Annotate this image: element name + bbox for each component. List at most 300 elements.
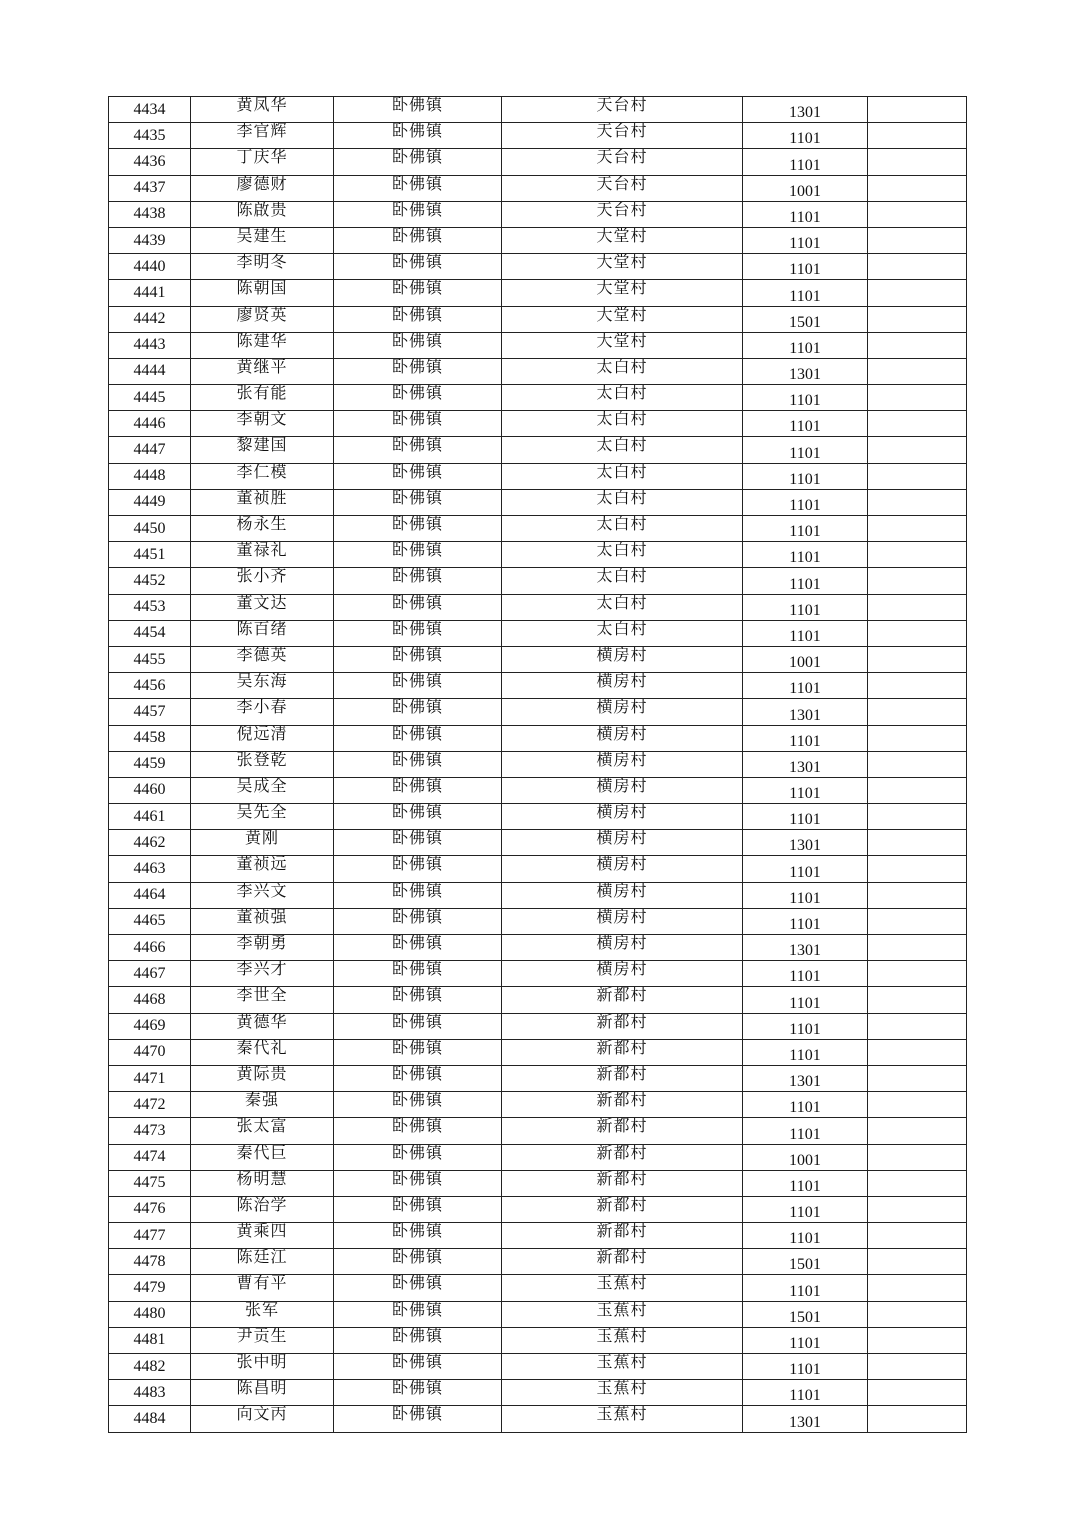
amount-value: 1101 xyxy=(743,620,868,646)
town-name: 卧佛镇 xyxy=(334,358,502,384)
village-name: 太白村 xyxy=(502,437,743,463)
amount-value: 1101 xyxy=(743,725,868,751)
town-name: 卧佛镇 xyxy=(334,1196,502,1222)
town-name: 卧佛镇 xyxy=(334,411,502,437)
person-name: 李德英 xyxy=(191,646,334,672)
town-name: 卧佛镇 xyxy=(334,594,502,620)
table-row xyxy=(109,332,967,358)
table-row xyxy=(109,385,967,411)
row-number: 4440 xyxy=(109,254,191,280)
amount-value: 1501 xyxy=(743,306,868,332)
table-row xyxy=(109,804,967,830)
person-name: 陈廷江 xyxy=(191,1249,334,1275)
person-name: 尹贡生 xyxy=(191,1327,334,1353)
note-cell xyxy=(868,1065,967,1091)
row-number: 4463 xyxy=(109,856,191,882)
row-number: 4455 xyxy=(109,646,191,672)
amount-value: 1101 xyxy=(743,437,868,463)
row-number: 4482 xyxy=(109,1354,191,1380)
village-name: 天台村 xyxy=(502,97,743,123)
village-name: 大堂村 xyxy=(502,227,743,253)
town-name: 卧佛镇 xyxy=(334,725,502,751)
note-cell xyxy=(868,935,967,961)
village-name: 新都村 xyxy=(502,1065,743,1091)
table-row xyxy=(109,1092,967,1118)
person-name: 张登乾 xyxy=(191,751,334,777)
village-name: 玉蕉村 xyxy=(502,1275,743,1301)
person-name: 廖德财 xyxy=(191,175,334,201)
person-name: 李朝勇 xyxy=(191,935,334,961)
village-name: 玉蕉村 xyxy=(502,1327,743,1353)
table-row xyxy=(109,987,967,1013)
table-row xyxy=(109,1406,967,1432)
amount-value: 1101 xyxy=(743,516,868,542)
person-name: 陈建华 xyxy=(191,332,334,358)
table-row xyxy=(109,280,967,306)
person-name: 董祯胜 xyxy=(191,489,334,515)
amount-value: 1101 xyxy=(743,489,868,515)
town-name: 卧佛镇 xyxy=(334,620,502,646)
amount-value: 1101 xyxy=(743,254,868,280)
table-row xyxy=(109,227,967,253)
row-number: 4460 xyxy=(109,777,191,803)
town-name: 卧佛镇 xyxy=(334,175,502,201)
table-row xyxy=(109,882,967,908)
village-name: 玉蕉村 xyxy=(502,1406,743,1432)
note-cell xyxy=(868,306,967,332)
person-name: 黄乘四 xyxy=(191,1223,334,1249)
row-number: 4443 xyxy=(109,332,191,358)
note-cell xyxy=(868,516,967,542)
village-name: 新都村 xyxy=(502,1223,743,1249)
row-number: 4477 xyxy=(109,1223,191,1249)
note-cell xyxy=(868,97,967,123)
note-cell xyxy=(868,175,967,201)
row-number: 4456 xyxy=(109,673,191,699)
table-row xyxy=(109,516,967,542)
row-number: 4466 xyxy=(109,935,191,961)
amount-value: 1101 xyxy=(743,227,868,253)
amount-value: 1301 xyxy=(743,830,868,856)
note-cell xyxy=(868,1380,967,1406)
table-row xyxy=(109,935,967,961)
amount-value: 1101 xyxy=(743,1039,868,1065)
amount-value: 1101 xyxy=(743,777,868,803)
table-row xyxy=(109,725,967,751)
town-name: 卧佛镇 xyxy=(334,777,502,803)
row-number: 4447 xyxy=(109,437,191,463)
row-number: 4434 xyxy=(109,97,191,123)
village-name: 横房村 xyxy=(502,673,743,699)
note-cell xyxy=(868,489,967,515)
amount-value: 1101 xyxy=(743,411,868,437)
table-row xyxy=(109,1196,967,1222)
note-cell xyxy=(868,1275,967,1301)
person-name: 黄刚 xyxy=(191,830,334,856)
town-name: 卧佛镇 xyxy=(334,882,502,908)
town-name: 卧佛镇 xyxy=(334,385,502,411)
person-name: 陈治学 xyxy=(191,1196,334,1222)
note-cell xyxy=(868,385,967,411)
row-number: 4454 xyxy=(109,620,191,646)
note-cell xyxy=(868,227,967,253)
row-number: 4461 xyxy=(109,804,191,830)
village-name: 新都村 xyxy=(502,1118,743,1144)
table-row xyxy=(109,646,967,672)
note-cell xyxy=(868,856,967,882)
table-row xyxy=(109,489,967,515)
village-name: 玉蕉村 xyxy=(502,1301,743,1327)
town-name: 卧佛镇 xyxy=(334,332,502,358)
town-name: 卧佛镇 xyxy=(334,1249,502,1275)
person-name: 丁庆华 xyxy=(191,149,334,175)
person-name: 李兴文 xyxy=(191,882,334,908)
row-number: 4441 xyxy=(109,280,191,306)
person-name: 黄继平 xyxy=(191,358,334,384)
village-name: 横房村 xyxy=(502,856,743,882)
table-row xyxy=(109,673,967,699)
amount-value: 1301 xyxy=(743,97,868,123)
row-number: 4475 xyxy=(109,1170,191,1196)
note-cell xyxy=(868,961,967,987)
table-row xyxy=(109,620,967,646)
town-name: 卧佛镇 xyxy=(334,1406,502,1432)
table-row xyxy=(109,1013,967,1039)
amount-value: 1101 xyxy=(743,1223,868,1249)
village-name: 太白村 xyxy=(502,516,743,542)
note-cell xyxy=(868,1118,967,1144)
town-name: 卧佛镇 xyxy=(334,97,502,123)
person-name: 张军 xyxy=(191,1301,334,1327)
village-name: 天台村 xyxy=(502,123,743,149)
table-row xyxy=(109,1275,967,1301)
village-name: 天台村 xyxy=(502,201,743,227)
note-cell xyxy=(868,358,967,384)
town-name: 卧佛镇 xyxy=(334,568,502,594)
row-number: 4481 xyxy=(109,1327,191,1353)
amount-value: 1001 xyxy=(743,646,868,672)
village-name: 太白村 xyxy=(502,594,743,620)
person-name: 李世全 xyxy=(191,987,334,1013)
table-row xyxy=(109,777,967,803)
amount-value: 1101 xyxy=(743,856,868,882)
person-name: 曹有平 xyxy=(191,1275,334,1301)
table-row xyxy=(109,97,967,123)
person-name: 张中明 xyxy=(191,1354,334,1380)
town-name: 卧佛镇 xyxy=(334,1301,502,1327)
row-number: 4467 xyxy=(109,961,191,987)
amount-value: 1101 xyxy=(743,463,868,489)
note-cell xyxy=(868,1249,967,1275)
table-row xyxy=(109,1144,967,1170)
row-number: 4444 xyxy=(109,358,191,384)
table-row xyxy=(109,254,967,280)
amount-value: 1101 xyxy=(743,332,868,358)
village-name: 太白村 xyxy=(502,385,743,411)
town-name: 卧佛镇 xyxy=(334,699,502,725)
row-number: 4457 xyxy=(109,699,191,725)
note-cell xyxy=(868,751,967,777)
table-row xyxy=(109,699,967,725)
person-name: 秦代巨 xyxy=(191,1144,334,1170)
town-name: 卧佛镇 xyxy=(334,437,502,463)
person-name: 董祯强 xyxy=(191,908,334,934)
town-name: 卧佛镇 xyxy=(334,1354,502,1380)
table-row xyxy=(109,751,967,777)
amount-value: 1501 xyxy=(743,1301,868,1327)
village-name: 太白村 xyxy=(502,620,743,646)
amount-value: 1101 xyxy=(743,882,868,908)
row-number: 4464 xyxy=(109,882,191,908)
table-row xyxy=(109,542,967,568)
amount-value: 1101 xyxy=(743,123,868,149)
person-name: 陈啟贵 xyxy=(191,201,334,227)
note-cell xyxy=(868,804,967,830)
table-row xyxy=(109,1327,967,1353)
table-row xyxy=(109,306,967,332)
village-name: 太白村 xyxy=(502,358,743,384)
town-name: 卧佛镇 xyxy=(334,1144,502,1170)
amount-value: 1301 xyxy=(743,935,868,961)
note-cell xyxy=(868,830,967,856)
note-cell xyxy=(868,1013,967,1039)
amount-value: 1101 xyxy=(743,961,868,987)
village-name: 新都村 xyxy=(502,1092,743,1118)
village-name: 横房村 xyxy=(502,935,743,961)
town-name: 卧佛镇 xyxy=(334,516,502,542)
table-row xyxy=(109,1065,967,1091)
note-cell xyxy=(868,542,967,568)
town-name: 卧佛镇 xyxy=(334,201,502,227)
town-name: 卧佛镇 xyxy=(334,908,502,934)
note-cell xyxy=(868,987,967,1013)
person-name: 吴建生 xyxy=(191,227,334,253)
table-row xyxy=(109,201,967,227)
town-name: 卧佛镇 xyxy=(334,254,502,280)
row-number: 4484 xyxy=(109,1406,191,1432)
person-name: 吴东海 xyxy=(191,673,334,699)
table-row xyxy=(109,123,967,149)
note-cell xyxy=(868,332,967,358)
village-name: 横房村 xyxy=(502,777,743,803)
note-cell xyxy=(868,1327,967,1353)
town-name: 卧佛镇 xyxy=(334,673,502,699)
amount-value: 1301 xyxy=(743,699,868,725)
person-name: 秦代礼 xyxy=(191,1039,334,1065)
note-cell xyxy=(868,1092,967,1118)
person-name: 张小齐 xyxy=(191,568,334,594)
table-row xyxy=(109,908,967,934)
town-name: 卧佛镇 xyxy=(334,646,502,672)
note-cell xyxy=(868,280,967,306)
note-cell xyxy=(868,254,967,280)
table-row xyxy=(109,1301,967,1327)
table-row xyxy=(109,961,967,987)
table-row xyxy=(109,358,967,384)
note-cell xyxy=(868,908,967,934)
town-name: 卧佛镇 xyxy=(334,542,502,568)
row-number: 4483 xyxy=(109,1380,191,1406)
town-name: 卧佛镇 xyxy=(334,1223,502,1249)
note-cell xyxy=(868,620,967,646)
table-row xyxy=(109,856,967,882)
town-name: 卧佛镇 xyxy=(334,123,502,149)
village-name: 新都村 xyxy=(502,1170,743,1196)
person-name: 陈昌明 xyxy=(191,1380,334,1406)
town-name: 卧佛镇 xyxy=(334,751,502,777)
village-name: 玉蕉村 xyxy=(502,1380,743,1406)
town-name: 卧佛镇 xyxy=(334,1039,502,1065)
person-name: 李仁模 xyxy=(191,463,334,489)
roster-table-body xyxy=(109,97,967,1433)
person-name: 吴成全 xyxy=(191,777,334,803)
row-number: 4479 xyxy=(109,1275,191,1301)
table-row xyxy=(109,1249,967,1275)
amount-value: 1301 xyxy=(743,1406,868,1432)
village-name: 新都村 xyxy=(502,1039,743,1065)
row-number: 4452 xyxy=(109,568,191,594)
row-number: 4450 xyxy=(109,516,191,542)
note-cell xyxy=(868,1301,967,1327)
amount-value: 1101 xyxy=(743,1170,868,1196)
row-number: 4462 xyxy=(109,830,191,856)
village-name: 新都村 xyxy=(502,1144,743,1170)
village-name: 玉蕉村 xyxy=(502,1354,743,1380)
amount-value: 1301 xyxy=(743,1065,868,1091)
note-cell xyxy=(868,594,967,620)
row-number: 4478 xyxy=(109,1249,191,1275)
person-name: 廖贤英 xyxy=(191,306,334,332)
village-name: 横房村 xyxy=(502,725,743,751)
person-name: 黄凤华 xyxy=(191,97,334,123)
village-name: 新都村 xyxy=(502,1196,743,1222)
row-number: 4473 xyxy=(109,1118,191,1144)
table-row xyxy=(109,411,967,437)
village-name: 新都村 xyxy=(502,987,743,1013)
amount-value: 1101 xyxy=(743,149,868,175)
person-name: 秦强 xyxy=(191,1092,334,1118)
row-number: 4438 xyxy=(109,201,191,227)
town-name: 卧佛镇 xyxy=(334,1275,502,1301)
person-name: 李官辉 xyxy=(191,123,334,149)
note-cell xyxy=(868,1196,967,1222)
town-name: 卧佛镇 xyxy=(334,489,502,515)
row-number: 4439 xyxy=(109,227,191,253)
village-name: 横房村 xyxy=(502,646,743,672)
person-name: 杨永生 xyxy=(191,516,334,542)
person-name: 吴先全 xyxy=(191,804,334,830)
row-number: 4437 xyxy=(109,175,191,201)
table-row xyxy=(109,1380,967,1406)
note-cell xyxy=(868,699,967,725)
note-cell xyxy=(868,437,967,463)
person-name: 黎建国 xyxy=(191,437,334,463)
note-cell xyxy=(868,463,967,489)
note-cell xyxy=(868,568,967,594)
row-number: 4468 xyxy=(109,987,191,1013)
amount-value: 1101 xyxy=(743,568,868,594)
town-name: 卧佛镇 xyxy=(334,1327,502,1353)
village-name: 横房村 xyxy=(502,699,743,725)
town-name: 卧佛镇 xyxy=(334,804,502,830)
amount-value: 1101 xyxy=(743,804,868,830)
row-number: 4469 xyxy=(109,1013,191,1039)
town-name: 卧佛镇 xyxy=(334,961,502,987)
amount-value: 1001 xyxy=(743,175,868,201)
village-name: 大堂村 xyxy=(502,254,743,280)
person-name: 向文丙 xyxy=(191,1406,334,1432)
note-cell xyxy=(868,673,967,699)
table-row xyxy=(109,1118,967,1144)
town-name: 卧佛镇 xyxy=(334,463,502,489)
amount-value: 1101 xyxy=(743,1013,868,1039)
village-name: 横房村 xyxy=(502,830,743,856)
town-name: 卧佛镇 xyxy=(334,987,502,1013)
row-number: 4480 xyxy=(109,1301,191,1327)
person-name: 黄际贵 xyxy=(191,1065,334,1091)
town-name: 卧佛镇 xyxy=(334,227,502,253)
town-name: 卧佛镇 xyxy=(334,149,502,175)
note-cell xyxy=(868,1354,967,1380)
table-row xyxy=(109,830,967,856)
table-row xyxy=(109,1039,967,1065)
person-name: 董祯远 xyxy=(191,856,334,882)
row-number: 4449 xyxy=(109,489,191,515)
row-number: 4470 xyxy=(109,1039,191,1065)
note-cell xyxy=(868,1170,967,1196)
town-name: 卧佛镇 xyxy=(334,830,502,856)
table-row xyxy=(109,594,967,620)
person-name: 杨明慧 xyxy=(191,1170,334,1196)
village-name: 新都村 xyxy=(502,1013,743,1039)
village-name: 太白村 xyxy=(502,542,743,568)
table-row xyxy=(109,1354,967,1380)
village-name: 太白村 xyxy=(502,411,743,437)
amount-value: 1301 xyxy=(743,358,868,384)
row-number: 4448 xyxy=(109,463,191,489)
note-cell xyxy=(868,725,967,751)
row-number: 4453 xyxy=(109,594,191,620)
village-name: 横房村 xyxy=(502,961,743,987)
table-row xyxy=(109,175,967,201)
table-row xyxy=(109,437,967,463)
amount-value: 1101 xyxy=(743,1327,868,1353)
roster-table xyxy=(108,96,967,1433)
note-cell xyxy=(868,411,967,437)
person-name: 李兴才 xyxy=(191,961,334,987)
note-cell xyxy=(868,777,967,803)
note-cell xyxy=(868,201,967,227)
person-name: 董禄礼 xyxy=(191,542,334,568)
village-name: 大堂村 xyxy=(502,280,743,306)
town-name: 卧佛镇 xyxy=(334,1092,502,1118)
amount-value: 1101 xyxy=(743,1275,868,1301)
note-cell xyxy=(868,149,967,175)
note-cell xyxy=(868,646,967,672)
note-cell xyxy=(868,1039,967,1065)
town-name: 卧佛镇 xyxy=(334,306,502,332)
row-number: 4435 xyxy=(109,123,191,149)
town-name: 卧佛镇 xyxy=(334,1170,502,1196)
person-name: 李小春 xyxy=(191,699,334,725)
person-name: 黄德华 xyxy=(191,1013,334,1039)
table-row xyxy=(109,1223,967,1249)
table-row xyxy=(109,568,967,594)
row-number: 4459 xyxy=(109,751,191,777)
town-name: 卧佛镇 xyxy=(334,1118,502,1144)
table-row xyxy=(109,149,967,175)
row-number: 4436 xyxy=(109,149,191,175)
